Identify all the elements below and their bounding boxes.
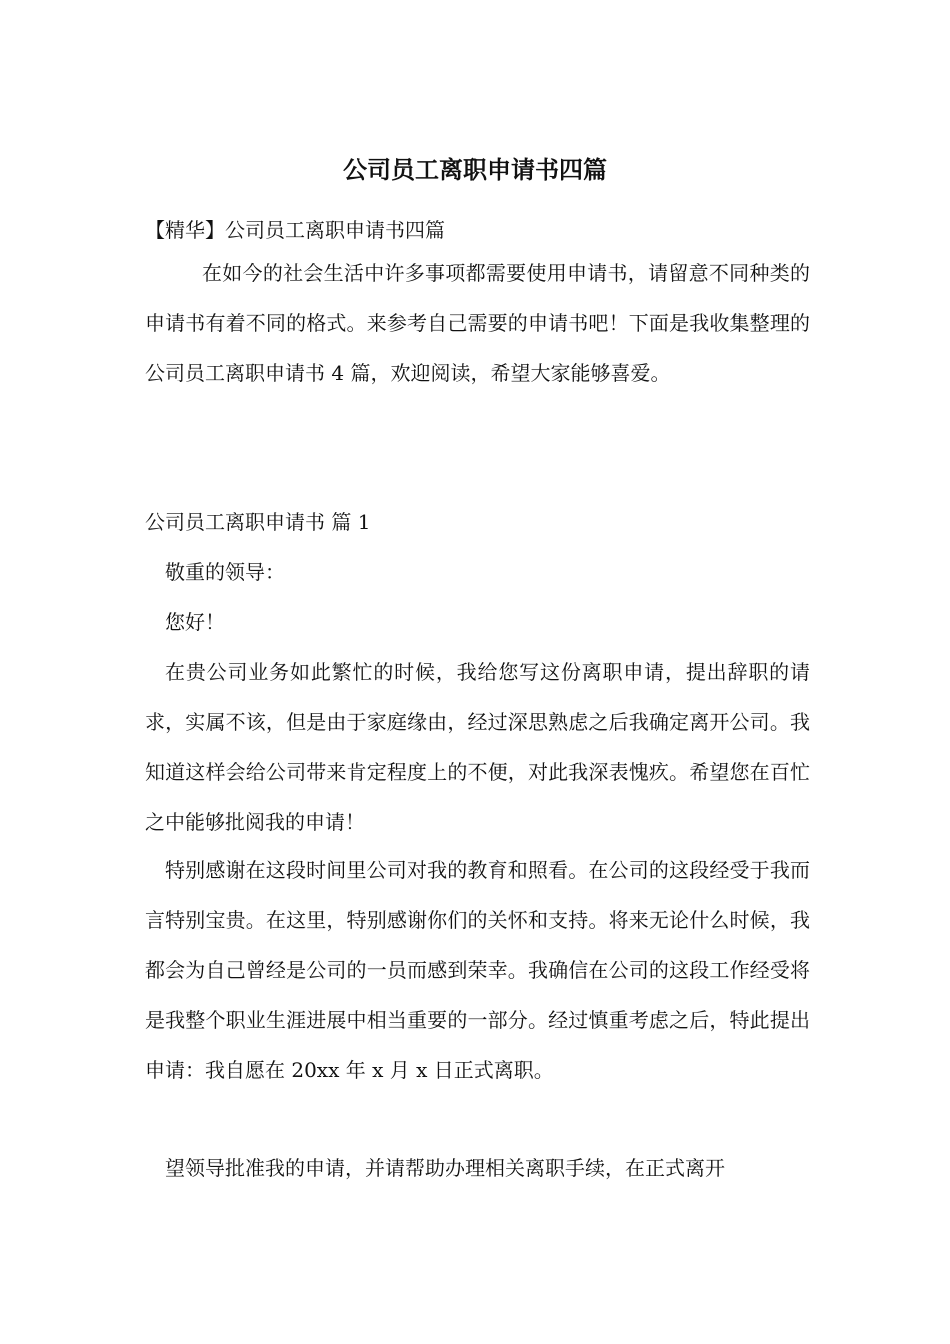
body-paragraph: 在贵公司业务如此繁忙的时候，我给您写这份离职申请，提出辞职的请求，实属不该，但是由于家庭缘由，经过深思熟虑之后我确定离开公司。我知道这样会给公司带来肯定程度上的不便，对此我深表愧疚。希望您在百忙之中能够批阅我的申请！ [145, 660, 810, 834]
body-paragraph: 望领导批准我的申请，并请帮助办理相关离职手续，在正式离开 [165, 1156, 725, 1180]
salutation: 敬重的领导： [165, 560, 285, 584]
greeting: 您好！ [165, 610, 225, 634]
body-paragraph: 特别感谢在这段时间里公司对我的教育和照看。在公司的这段经受于我而言特别宝贵。在这里，特别感谢你们的关怀和支持。将来无论什么时候，我都会为自己曾经是公司的一员而感到荣幸。我确信在公司的这段工作经受将是我整个职业生涯进展中相当重要的一部分。经过慎重考虑之后，特此提出申请：我自愿在 20xx 年 x 月 x 日正式离职。 [145, 858, 810, 1082]
section-heading: 公司员工离职申请书 篇 1 [145, 510, 371, 534]
intro-paragraph: 在如今的社会生活中许多事项都需要使用申请书，请留意不同种类的申请书有着不同的格式。来参考自己需要的申请书吧！下面是我收集整理的公司员工离职申请书 4 篇，欢迎阅读，希望大家能够喜爱。 [145, 261, 810, 385]
document-subtitle: 【精华】公司员工离职申请书四篇 [145, 218, 445, 242]
document-title: 公司员工离职申请书四篇 [343, 155, 607, 184]
